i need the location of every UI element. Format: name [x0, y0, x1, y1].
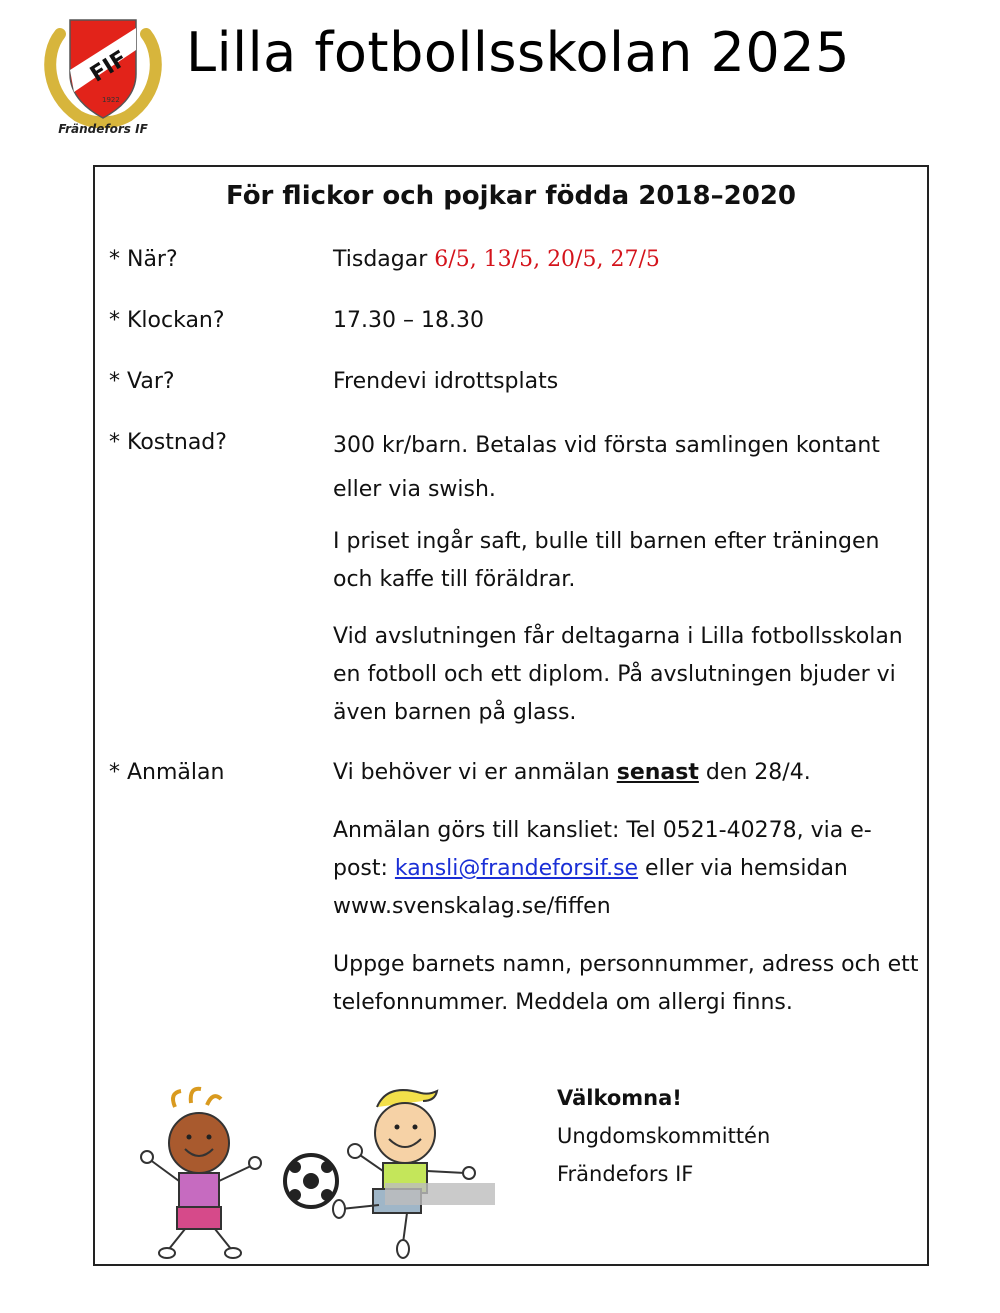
cost-included: I priset ingår saft, bulle till barnen efter träningen och kaffe till föräldrar. — [333, 529, 880, 592]
email-link[interactable]: kansli@frandeforsif.se — [394, 856, 639, 881]
club-name: Frändefors IF — [58, 122, 148, 136]
value-where: Frendevi idrottsplats — [333, 369, 559, 394]
soccer-ball-icon — [285, 1155, 337, 1207]
page-title: Lilla fotbollsskolan 2025 — [186, 21, 850, 84]
value-time: 17.30 – 18.30 — [333, 308, 484, 333]
girl-figure — [141, 1089, 261, 1258]
weekday: Tisdagar — [333, 247, 435, 272]
value-cost: 300 kr/barn. Betalas vid första samlingen kontant eller via swish. — [333, 433, 880, 502]
registration-contact — [333, 812, 923, 926]
committee: Ungdomskommittén — [557, 1124, 771, 1148]
cost-graduation: Vid avslutningen får deltagarna i Lilla fotbollsskolan en fotboll och ett diplom. På avslutningen bjuder vi även barnen på glass. — [333, 624, 903, 725]
label-when: * När? — [109, 247, 178, 272]
shield-icon — [70, 20, 136, 118]
boy-figure — [333, 1090, 495, 1258]
deadline-date: den 28/4. — [698, 760, 811, 785]
label-registration: * Anmälan — [109, 760, 225, 785]
deadline-emphasis: senast — [616, 760, 699, 785]
label-cost: * Kostnad? — [109, 430, 227, 455]
audience-heading: För flickor och pojkar födda 2018–2020 — [225, 181, 797, 211]
contact-suffix: eller via hemsidan www.svenskalag.se/fiffen — [333, 856, 848, 919]
svg-text:FIF: FIF — [86, 46, 132, 88]
club-signature: Frändefors IF — [557, 1162, 694, 1186]
label-time: * Klockan? — [109, 308, 225, 333]
deadline-prefix: Vi behöver vi er anmälan — [333, 760, 617, 785]
label-where: * Var? — [109, 369, 175, 394]
greeting: Välkomna! — [557, 1086, 682, 1110]
value-registration — [333, 754, 923, 792]
info-box — [93, 165, 929, 1266]
contact-prefix: Anmälan görs till kansliet: Tel 0521-40278, via e-post: — [333, 818, 872, 881]
registration-details: Uppge barnets namn, personnummer, adress och ett telefonnummer. Meddela om allergi finns. — [333, 952, 919, 1015]
svg-text:1922: 1922 — [102, 96, 120, 104]
kids-playing-illustration — [135, 1077, 495, 1267]
value-when — [333, 241, 923, 279]
dates: 6/5, 13/5, 20/5, 27/5 — [434, 247, 660, 272]
signature — [557, 1079, 770, 1193]
